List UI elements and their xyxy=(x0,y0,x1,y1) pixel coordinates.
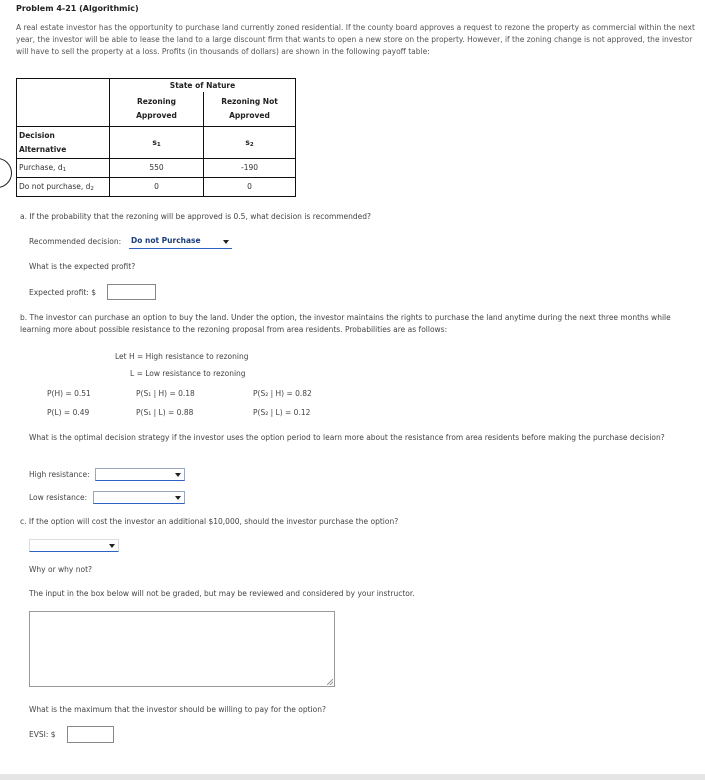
table-corner-cell xyxy=(16,78,110,127)
prob-s1-given-h: P(S₁ | H) = 0.18 xyxy=(136,389,195,398)
bottom-bar xyxy=(0,774,705,780)
low-resistance-select[interactable] xyxy=(93,491,185,504)
payoff-table xyxy=(16,78,296,198)
problem-title: Problem 4-21 (Algorithmic) xyxy=(16,4,139,13)
expected-profit-question: What is the expected profit? xyxy=(29,262,136,271)
low-resistance-label: Low resistance: xyxy=(29,493,88,502)
max-willing-to-pay-question: What is the maximum that the investor should be willing to pay for the option? xyxy=(29,705,326,714)
purchase-option-select[interactable] xyxy=(29,539,119,552)
recommended-decision-label: Recommended decision: xyxy=(29,237,122,246)
row-label-do-not-purchase: Do not purchase, $d_2$ xyxy=(16,178,110,197)
col-header-rezoning-approved: Rezoning Approved xyxy=(110,92,204,127)
why-textarea[interactable] xyxy=(29,611,335,687)
high-resistance-select[interactable] xyxy=(95,468,185,481)
expected-profit-input[interactable] xyxy=(107,284,156,300)
row-label-purchase: Purchase, $d_1$ xyxy=(16,159,110,178)
recommended-decision-select[interactable]: Do not Purchase xyxy=(129,235,232,249)
col-header-rezoning-not-approved: Rezoning Not Approved xyxy=(204,92,296,127)
prob-s1-given-l: P(S₁ | L) = 0.88 xyxy=(136,408,194,417)
resize-handle-icon[interactable] xyxy=(327,679,333,685)
chevron-down-icon xyxy=(109,544,115,548)
part-b-text: b. The investor can purchase an option to buy the land. Under the option, the investor maintains the rights to purchase the land anytime during the next three months while learning more about possible resistance to the rezoning proposal from area residents. Probabilities are as follows: xyxy=(20,313,671,334)
chevron-down-icon xyxy=(223,240,229,244)
part-a-question: a. If the probability that the rezoning will be approved is 0.5, what decision is recommended? xyxy=(20,212,372,221)
prob-s2-given-h: P(S₂ | H) = 0.82 xyxy=(253,389,312,398)
why-label: Why or why not? xyxy=(29,565,93,574)
cell-purchase-s2: -190 xyxy=(204,159,296,178)
prob-l: P(L) = 0.49 xyxy=(47,408,90,417)
col-label-s2: $s_2$ xyxy=(204,127,296,159)
margin-circle xyxy=(0,158,12,188)
let-l-definition: L = Low resistance to rezoning xyxy=(130,369,246,378)
evsi-input[interactable] xyxy=(67,726,114,743)
state-of-nature-header: State of Nature xyxy=(110,78,296,92)
evsi-label: EVSI: $ xyxy=(29,730,56,739)
prob-s2-given-l: P(S₂ | L) = 0.12 xyxy=(253,408,311,417)
expected-profit-label: Expected profit: $ xyxy=(29,288,96,297)
part-c-question: c. If the option will cost the investor an additional $10,000, should the investor purchase the option? xyxy=(20,517,399,526)
cell-do-not-purchase-s2: 0 xyxy=(204,178,296,197)
cell-purchase-s1: 550 xyxy=(110,159,204,178)
ungraded-note: The input in the box below will not be graded, but may be reviewed and considered by your instructor. xyxy=(29,589,415,598)
problem-intro: A real estate investor has the opportunity to purchase land currently zoned residential. If the county board approves a request to rezone the property as commercial within the next year, the investor will be able to lease the land to a large discount firm that wants to open a new store on the property. However, if the zoning change is not approved, the investor will have to sell the property at a loss. Profits (in thousands of dollars) are shown in the following payoff table: xyxy=(16,23,695,56)
chevron-down-icon xyxy=(175,496,181,500)
row-header-decision-alternative: Decision Alternative xyxy=(16,127,110,159)
col-label-s1: $s_1$ xyxy=(110,127,204,159)
prob-h: P(H) = 0.51 xyxy=(47,389,91,398)
let-h-definition: Let H = High resistance to rezoning xyxy=(115,352,249,361)
chevron-down-icon xyxy=(175,473,181,477)
strategy-question: What is the optimal decision strategy if the investor uses the option period to learn more about the resistance from area residents before making the purchase decision? xyxy=(29,433,665,442)
high-resistance-label: High resistance: xyxy=(29,470,90,479)
cell-do-not-purchase-s1: 0 xyxy=(110,178,204,197)
